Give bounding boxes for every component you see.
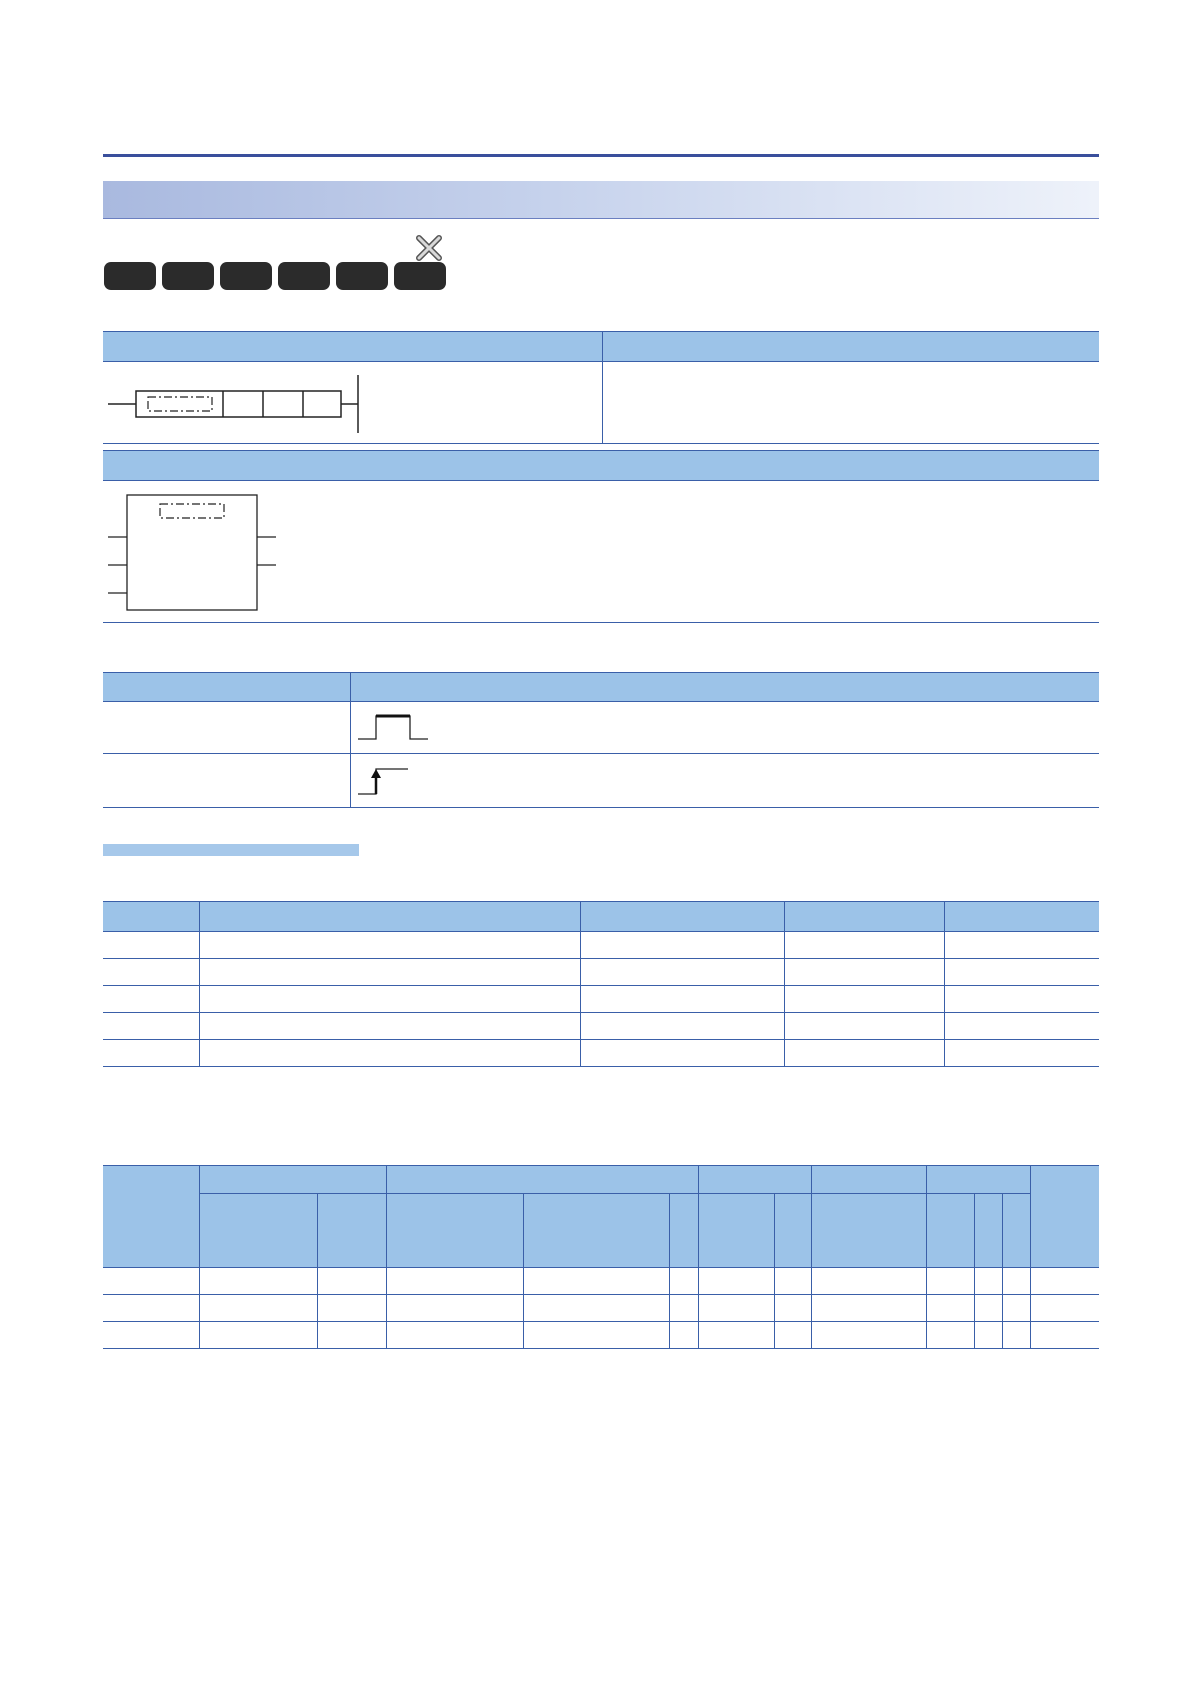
cpu-tag [104,262,156,290]
operand-table-header [103,901,1099,931]
device-table-header [103,1165,1099,1267]
rising-edge-icon [358,766,410,796]
cpu-tag [278,262,330,290]
pulse-on-icon [358,713,430,743]
section-title-bar [103,181,1099,219]
execution-condition-header [103,672,1099,701]
ladder-instruction-icon [108,373,368,435]
fbd-table-header [103,450,1099,480]
cpu-tag [336,262,388,290]
cpu-tag [394,262,446,290]
ladder-table-header [103,331,1099,361]
function-block-icon [108,493,278,613]
cross-icon [414,233,444,263]
cpu-tag [220,262,272,290]
top-rule [103,154,1099,157]
cpu-tag [162,262,214,290]
subsection-bar [103,844,359,856]
